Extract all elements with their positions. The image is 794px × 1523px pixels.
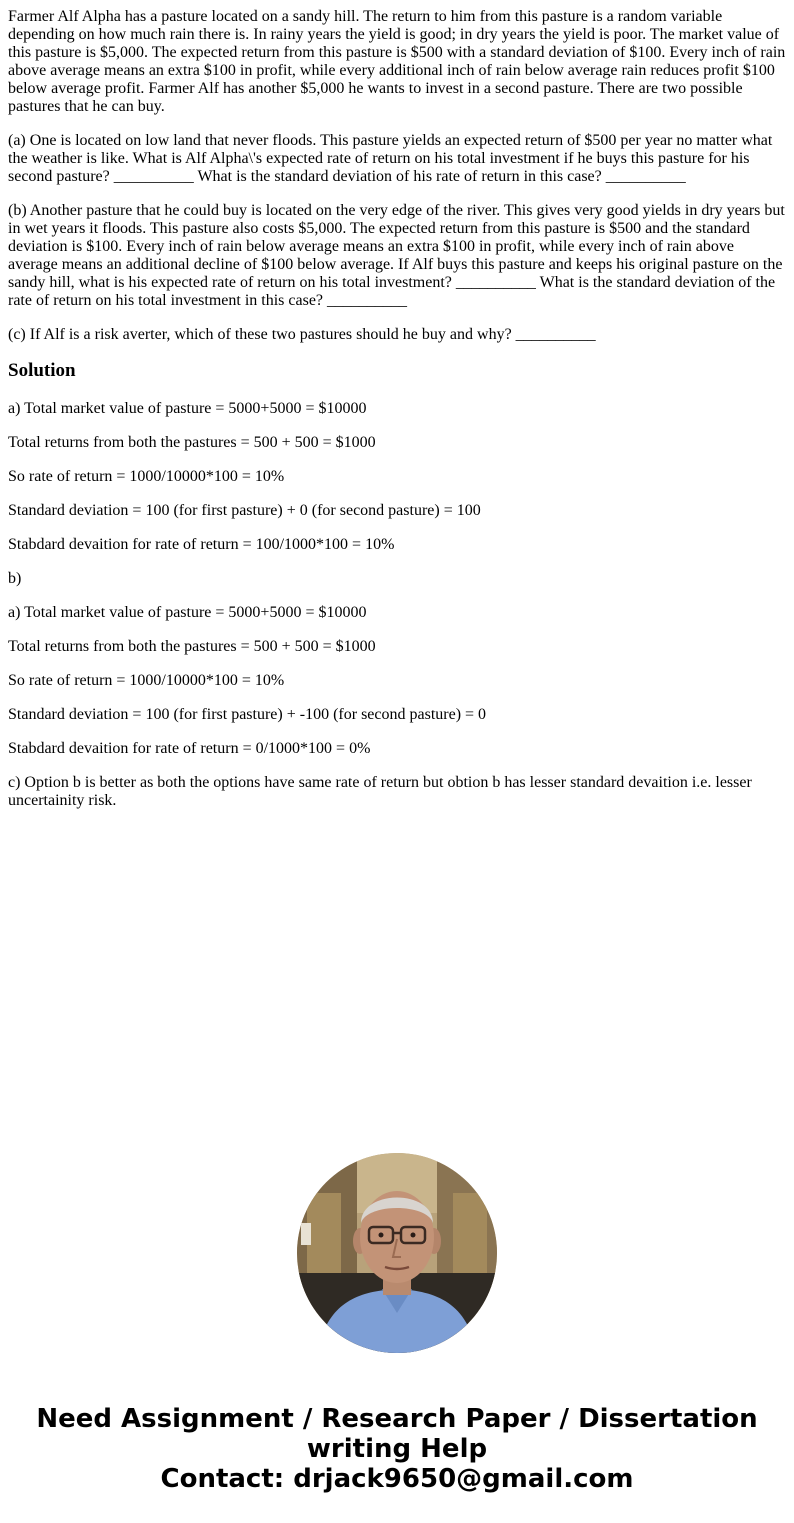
promo-line: writing Help xyxy=(306,1434,488,1464)
avatar-portrait xyxy=(297,1153,497,1353)
question-part-c: (c) If Alf is a risk averter, which of these two pastures should he buy and why? __________ xyxy=(8,326,596,343)
solution-line: So rate of return = 1000/10000*100 = 10% xyxy=(8,672,285,689)
solution-line: Stabdard devaition for rate of return = 100/1000*100 = 10% xyxy=(8,536,395,553)
document-content xyxy=(8,8,786,826)
solution-line: Total returns from both the pastures = 500 + 500 = $1000 xyxy=(8,434,376,451)
avatar xyxy=(297,1153,497,1353)
solution-line: So rate of return = 1000/10000*100 = 10% xyxy=(8,468,285,485)
solution-line: Standard deviation = 100 (for first pasture) + 0 (for second pasture) = 100 xyxy=(8,502,481,519)
solution-line: Stabdard devaition for rate of return = 0/1000*100 = 0% xyxy=(8,740,371,757)
question-part-b: (b) Another pasture that he could buy is located on the very edge of the river. This gives very good yields in dry years but in wet years it floods. This pasture also costs $5,000. The expected return from this pasture is $500 and the standard deviation is $100. Every inch of rain below average means an extra $100 in profit, while every inch of rain above average means an additional decline of $100 below average. If Alf buys this pasture and keeps his original pasture on the sandy hill, what is his expected rate of return on his total investment? __________ What is the standard deviation of the rate of return on his total investment in this case? __________ xyxy=(8,202,785,309)
solution-line: Standard deviation = 100 (for first pasture) + -100 (for second pasture) = 0 xyxy=(8,706,487,723)
solution-line: b) xyxy=(8,570,22,587)
solution-line: a) Total market value of pasture = 5000+5000 = $10000 xyxy=(8,604,367,621)
promo-banner xyxy=(0,1404,794,1494)
solution-line: a) Total market value of pasture = 5000+5000 = $10000 xyxy=(8,400,367,417)
solution-heading: Solution xyxy=(8,360,76,381)
promo-line: Need Assignment / Research Paper / Dissertation xyxy=(36,1404,758,1434)
solution-line: c) Option b is better as both the options have same rate of return but obtion b has lesser standard devaition i.e. lesser uncertainity risk. xyxy=(8,774,752,809)
promo-contact: Contact: drjack9650@gmail.com xyxy=(160,1464,634,1494)
question-intro: Farmer Alf Alpha has a pasture located on a sandy hill. The return to him from this pasture is a random variable depending on how much rain there is. In rainy years the yield is good; in dry years the yield is poor. The market value of this pasture is $5,000. The expected return from this pasture is $500 with a standard deviation of $100. Every inch of rain above average means an extra $100 in profit, while every additional inch of rain below average rain reduces profit $100 below average profit. Farmer Alf has another $5,000 he wants to invest in a second pasture. There are two possible pastures that he can buy. xyxy=(8,8,786,115)
solution-line: Total returns from both the pastures = 500 + 500 = $1000 xyxy=(8,638,376,655)
question-part-a: (a) One is located on low land that never floods. This pasture yields an expected return of $500 per year no matter what the weather is like. What is Alf Alpha\'s expected rate of return on his total investment if he buys this pasture for his second pasture? __________ What is the standard deviation of his rate of return in this case? __________ xyxy=(8,132,773,185)
